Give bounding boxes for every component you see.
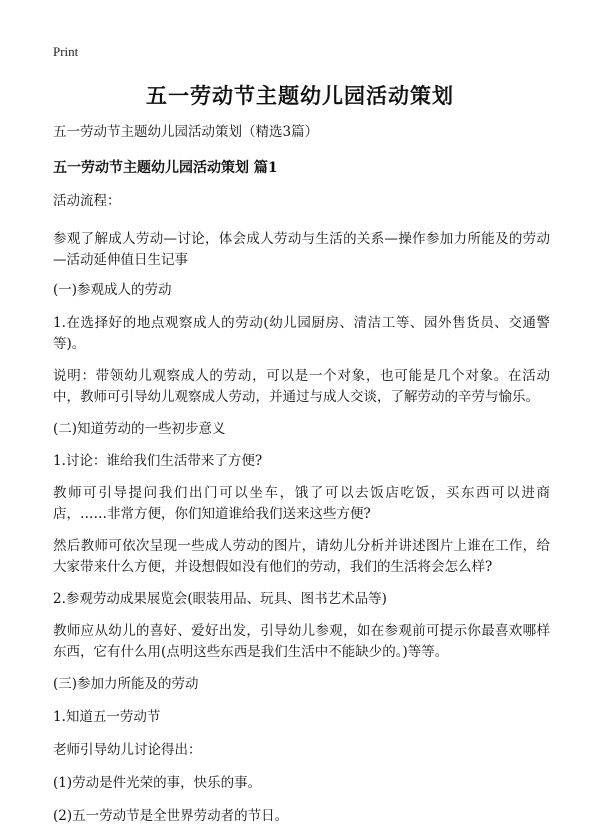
paragraph-9: 然后教师可依次呈现一些成人劳动的图片，请幼儿分析并讲述图片上谁在工作，给大家带来什么方便，并设想假如没有他们的劳动，我们的生活将会怎么样? <box>53 538 550 575</box>
paragraph-14: 老师引导幼儿讨论得出： <box>53 742 202 758</box>
paragraph-4: 1.在选择好的地点观察成人的劳动(幼儿园厨房、清洁工等、园外售货员、交通警等)。 <box>53 315 550 352</box>
paragraph-6: (二)知道劳动的一些初步意义 <box>53 421 226 437</box>
paragraph-3: (一)参观成人的劳动 <box>53 282 172 298</box>
paragraph-8: 教师可引导提问我们出门可以坐车，饿了可以去饭店吃饭，买东西可以进商店，……非常方便，你们知道谁给我们送来这些方便? <box>53 485 550 522</box>
paragraph-10: 2.参观劳动成果展览会(眼装用品、玩具、图书艺术品等) <box>53 591 387 607</box>
paragraph-12: (三)参加力所能及的劳动 <box>53 676 199 692</box>
document-title: 五一劳动节主题幼儿园活动策划 <box>146 83 454 108</box>
subtitle: 五一劳动节主题幼儿园活动策划（精选3篇） <box>53 124 319 140</box>
paragraph-11: 教师应从幼儿的喜好、爱好出发，引导幼儿参观，如在参观前可提示你最喜欢哪样东西，它有什么用(点明这些东西是我们生活中不能缺少的。)等等。 <box>53 623 550 660</box>
paragraph-2: 参观了解成人劳动—讨论，体会成人劳动与生活的关系—操作参加力所能及的劳动—活动延伸值日生记事 <box>53 231 550 268</box>
paragraph-5: 说明：带领幼儿观察成人的劳动，可以是一个对象，也可能是几个对象。在活动中，教师可引导幼儿观察成人劳动，并通过与成人交谈，了解劳动的辛劳与愉乐。 <box>53 368 550 405</box>
document-body <box>53 122 550 827</box>
print-link[interactable]: Print <box>53 44 79 59</box>
paragraph-16: (2)五一劳动节是全世界劳动者的节日。 <box>53 808 289 824</box>
paragraph-15: (1)劳动是件光荣的事，快乐的事。 <box>53 775 262 791</box>
paragraph-7: 1.讨论：谁给我们生活带来了方便? <box>53 453 263 469</box>
paragraph-13: 1.知道五一劳动节 <box>53 709 161 725</box>
paragraph-1: 活动流程： <box>53 193 121 209</box>
section-heading: 五一劳动节主题幼儿园活动策划 篇1 <box>53 160 278 176</box>
